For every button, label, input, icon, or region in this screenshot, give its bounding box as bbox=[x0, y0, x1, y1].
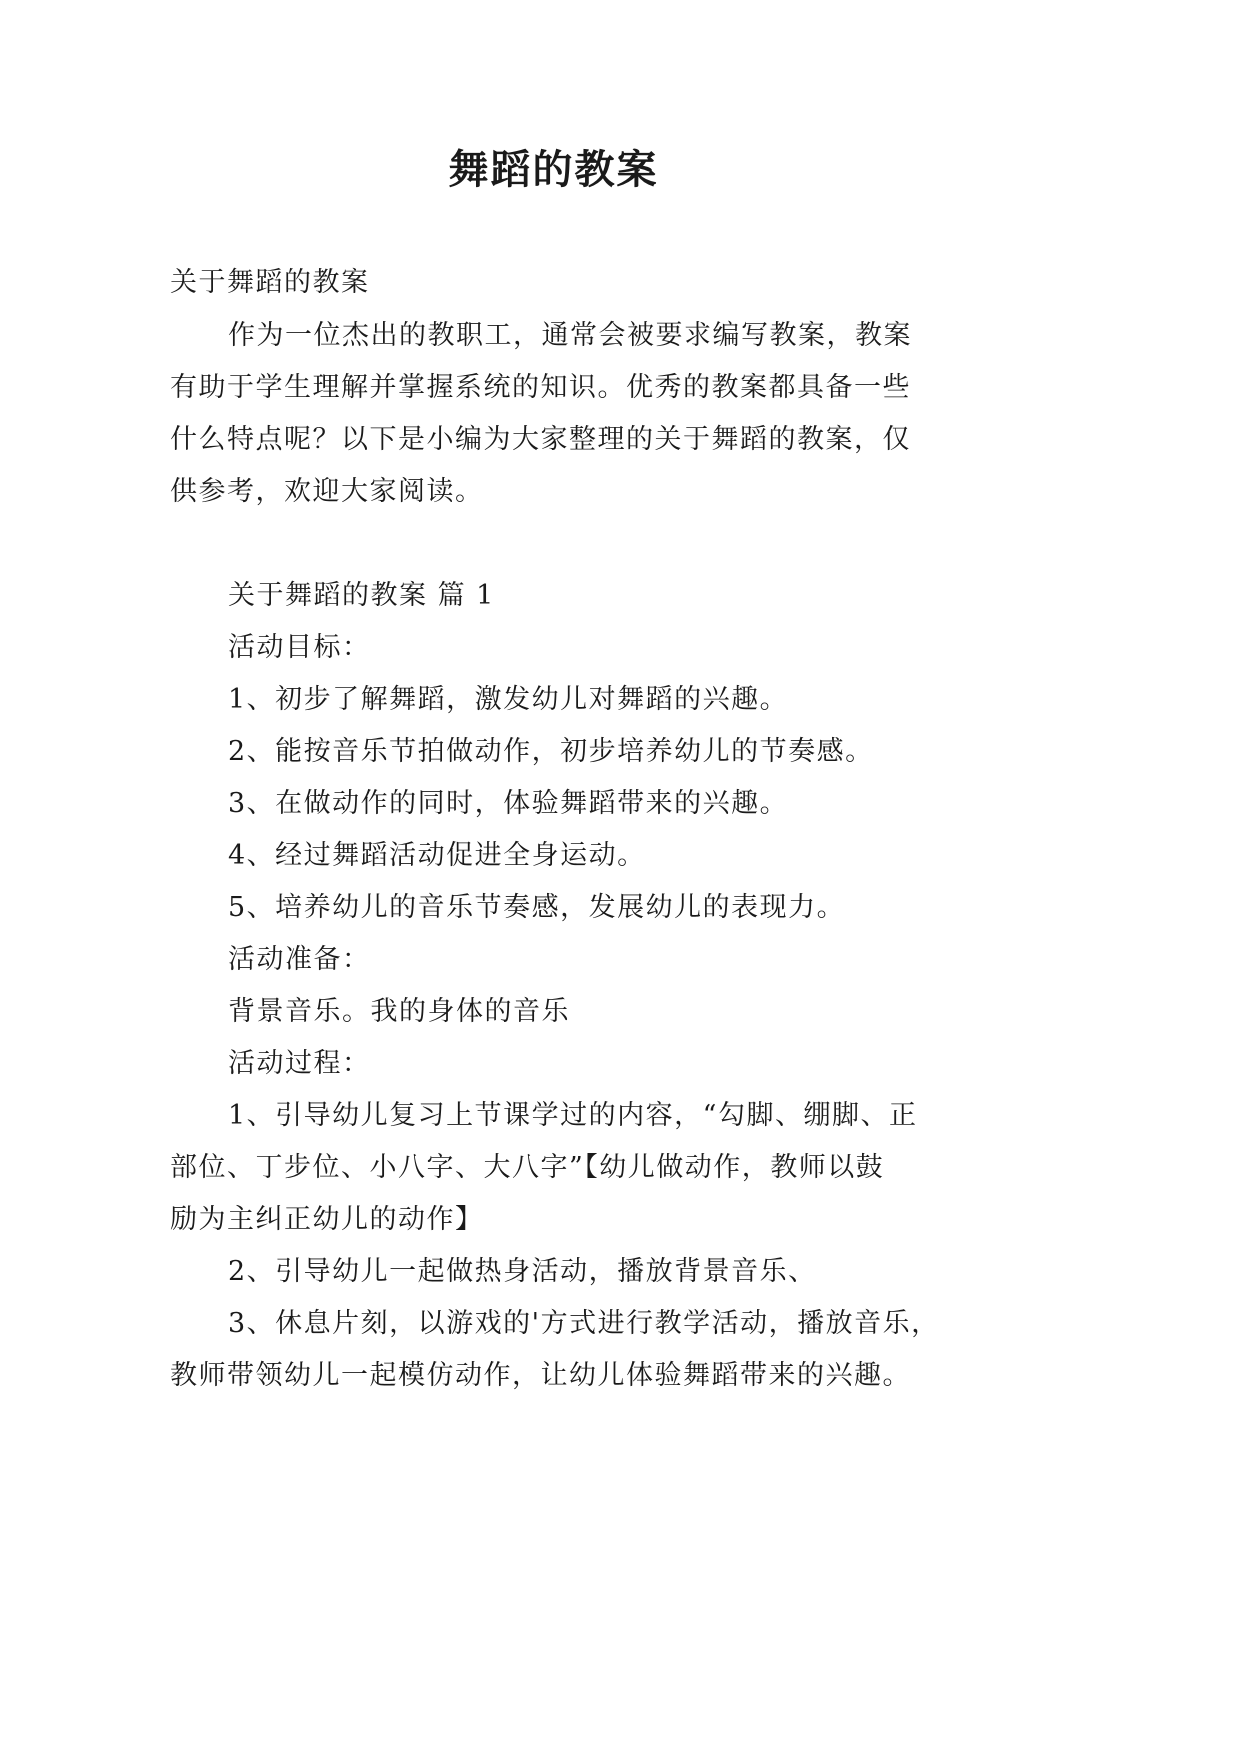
process-label: 活动过程： bbox=[228, 1048, 371, 1079]
process-line: 3、休息片刻，以游戏的'方式进行教学活动，播放音乐， bbox=[228, 1308, 940, 1339]
intro-line: 什么特点呢？以下是小编为大家整理的关于舞蹈的教案，仅 bbox=[170, 424, 911, 455]
intro-line: 供参考，欢迎大家阅读。 bbox=[170, 476, 484, 507]
objective-item: 1、初步了解舞蹈，激发幼儿对舞蹈的兴趣。 bbox=[228, 684, 789, 715]
objectives-label: 活动目标： bbox=[228, 632, 371, 663]
section-heading: 关于舞蹈的教案 篇 1 bbox=[228, 580, 495, 611]
preparation-text: 背景音乐。我的身体的音乐 bbox=[228, 996, 570, 1027]
process-line: 教师带领幼儿一起模仿动作，让幼儿体验舞蹈带来的兴趣。 bbox=[170, 1360, 911, 1391]
objective-item: 2、能按音乐节拍做动作，初步培养幼儿的节奏感。 bbox=[228, 736, 874, 767]
intro-line: 作为一位杰出的教职工，通常会被要求编写教案，教案 bbox=[228, 320, 912, 351]
process-line: 1、引导幼儿复习上节课学过的内容，“勾脚、绷脚、正 bbox=[228, 1100, 918, 1131]
document-subtitle: 关于舞蹈的教案 bbox=[170, 267, 370, 298]
process-line: 部位、丁步位、小八字、大八字”【幼儿做动作，教师以鼓 bbox=[170, 1152, 885, 1183]
process-line: 励为主纠正幼儿的动作】 bbox=[170, 1204, 484, 1235]
process-line: 2、引导幼儿一起做热身活动，播放背景音乐、 bbox=[228, 1256, 817, 1287]
objective-item: 4、经过舞蹈活动促进全身运动。 bbox=[228, 840, 646, 871]
intro-line: 有助于学生理解并掌握系统的知识。优秀的教案都具备一些 bbox=[170, 372, 911, 403]
document-title: 舞蹈的教案 bbox=[448, 147, 659, 193]
preparation-label: 活动准备： bbox=[228, 944, 371, 975]
objective-item: 3、在做动作的同时，体验舞蹈带来的兴趣。 bbox=[228, 788, 789, 819]
objective-item: 5、培养幼儿的音乐节奏感，发展幼儿的表现力。 bbox=[228, 892, 846, 923]
